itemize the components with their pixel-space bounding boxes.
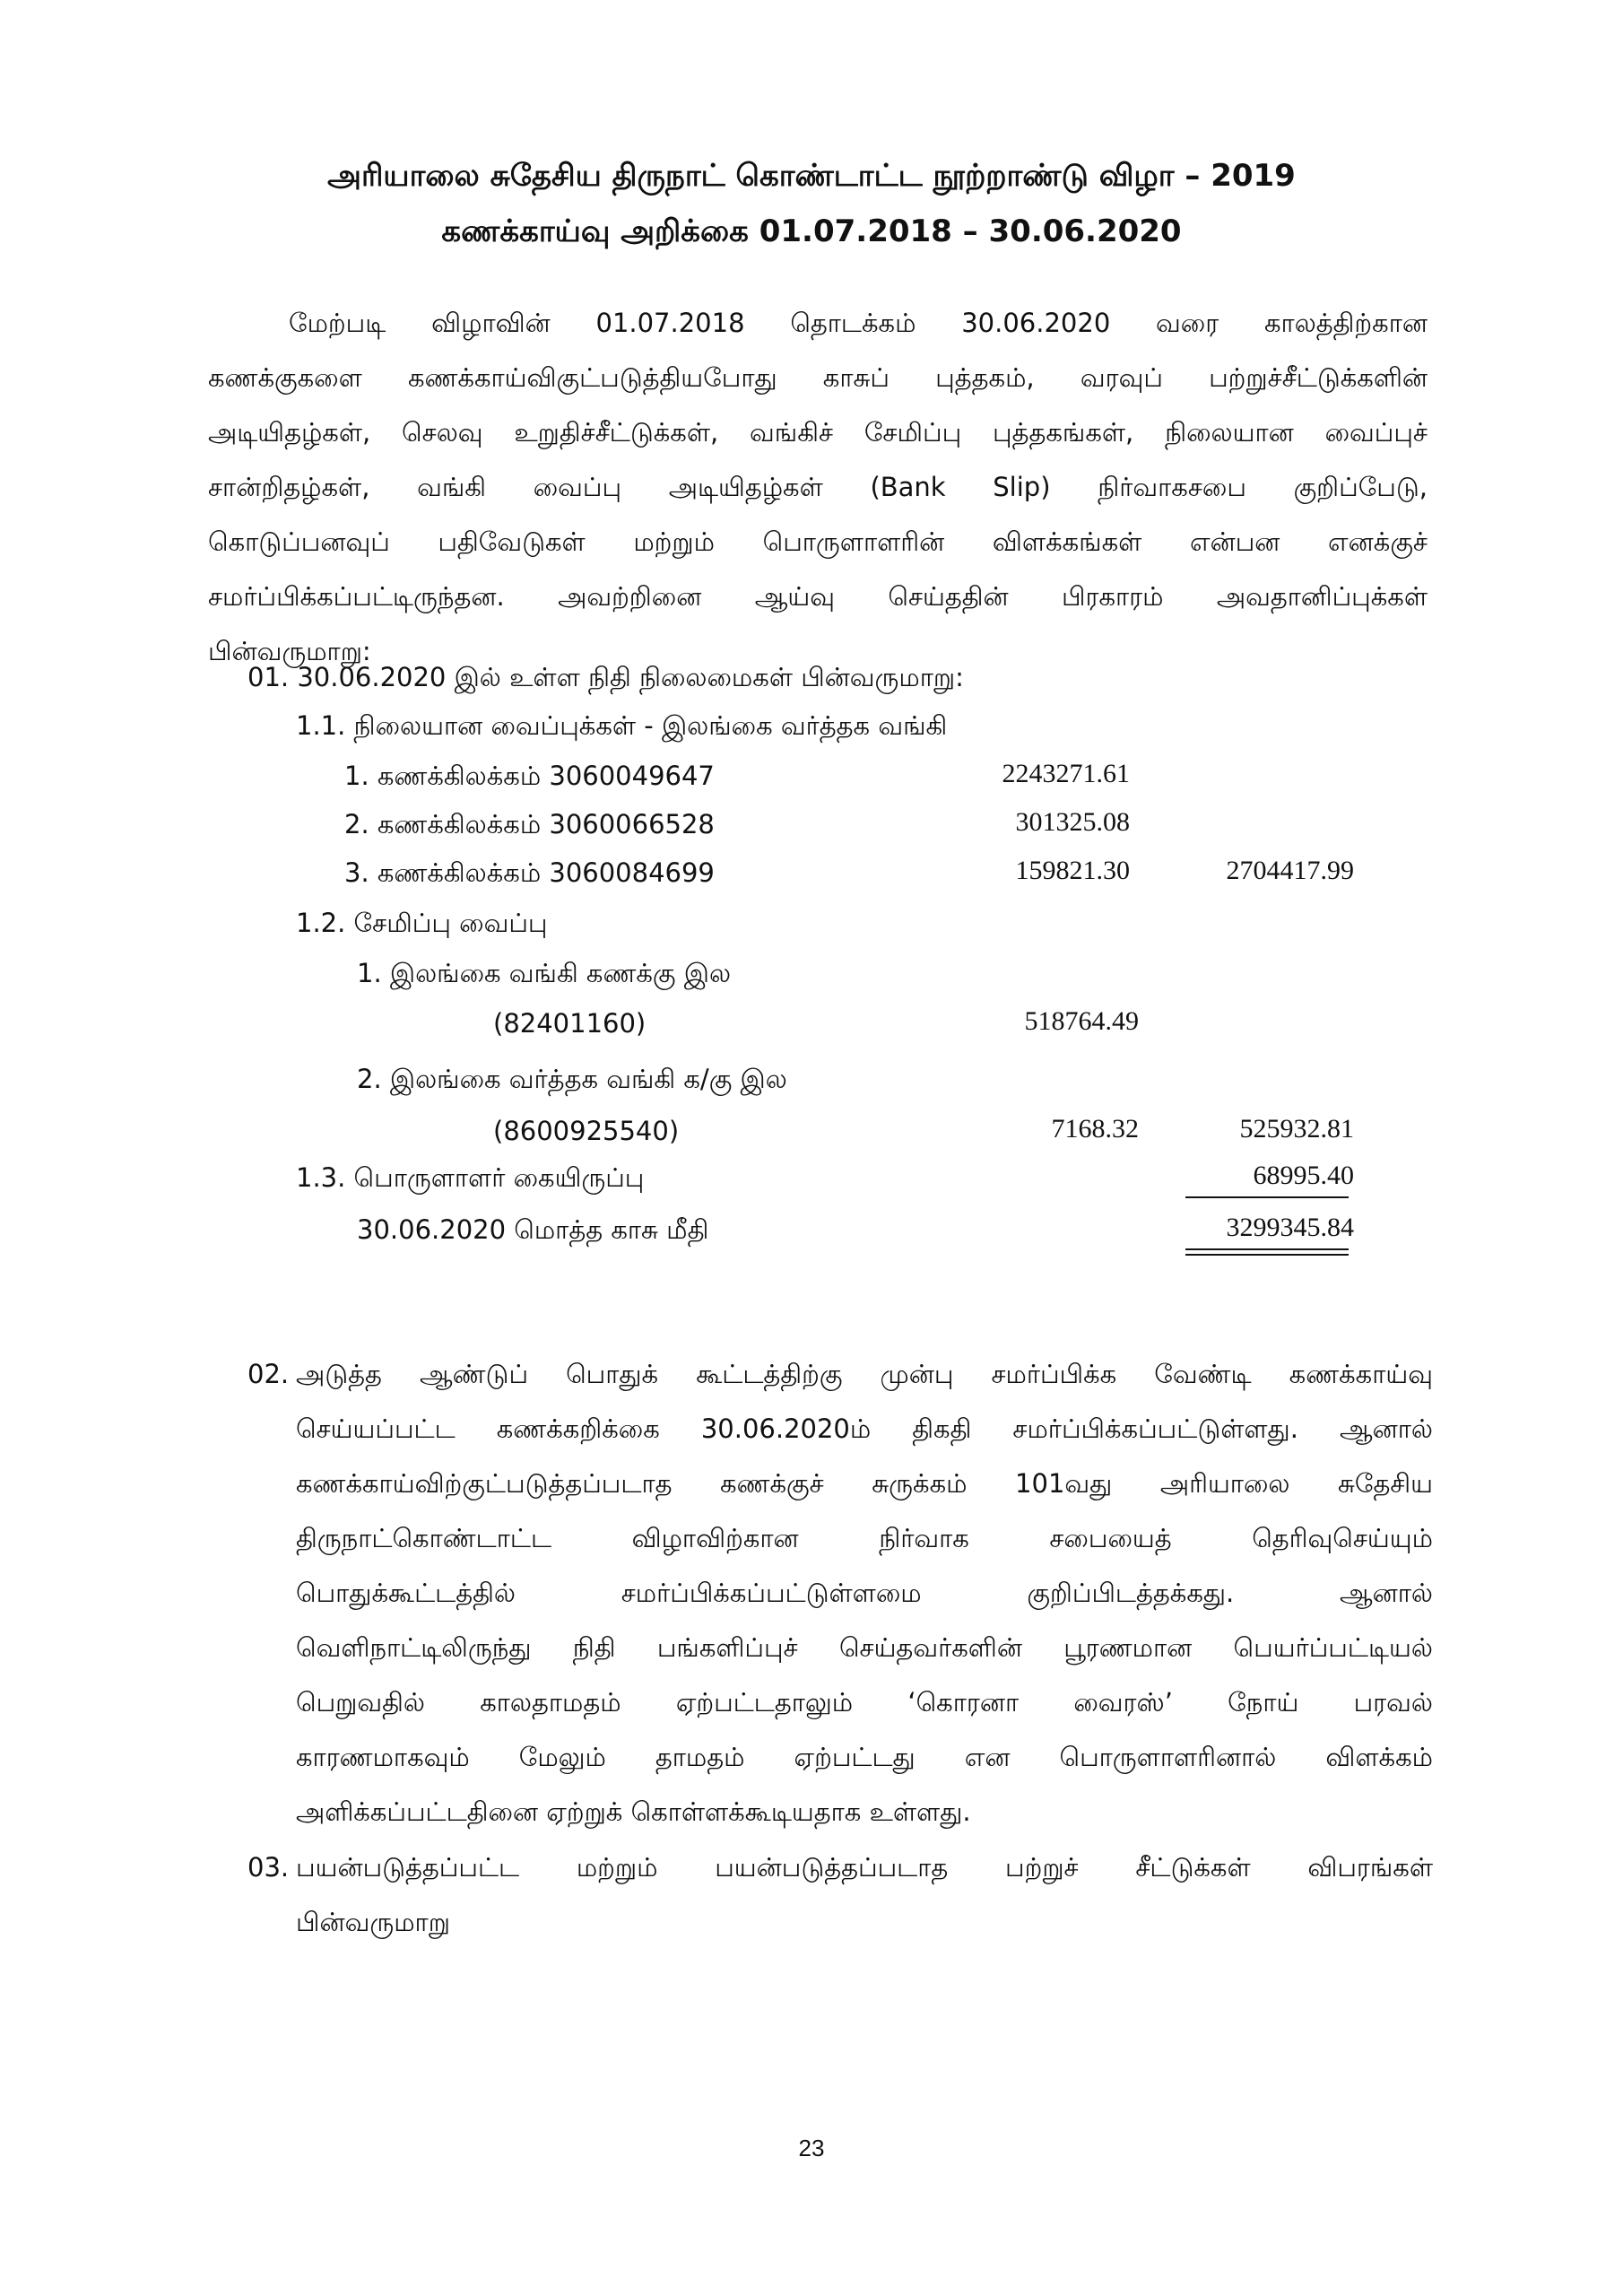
document-title: அரியாலை சுதேசிய திருநாட் கொண்டாட்ட நூற்றாண்டு விழா – 2019 [327, 158, 1296, 194]
intro-line: சமர்ப்பிக்கப்பட்டிருந்தன. அவற்றினை ஆய்வு செய்ததின் பிரகாரம் அவதானிப்புக்கள் [208, 581, 1428, 612]
savings-account-number: (82401160) [493, 1008, 647, 1039]
section3-body [296, 1840, 1433, 1950]
savings-account-label: 1. இலங்கை வங்கி கணக்கு இல [357, 958, 732, 988]
intro-line: அடியிதழ்கள், செலவு உறுதிச்சீட்டுக்கள், வங்கிச் சேமிப்பு புத்தகங்கள், நிலையான வைப்புச் [208, 417, 1428, 448]
section2-line: அளிக்கப்பட்டதினை ஏற்றுக் கொள்ளக்கூடியதாக உள்ளது. [296, 1796, 971, 1827]
grand-total-double-underline-top [1185, 1248, 1349, 1250]
page-number: 23 [798, 2135, 825, 2161]
section1-2-heading: 1.2. சேமிப்பு வைப்பு [296, 908, 548, 938]
section2-line: பெறுவதில் காலதாமதம் ஏற்பட்டதாலும் ‘கொரனா வைரஸ்’ நோய் பரவல் [296, 1687, 1433, 1718]
section3-line: பின்வருமாறு [296, 1907, 450, 1937]
intro-line: கொடுப்பனவுப் பதிவேடுகள் மற்றும் பொருளாளரின் விளக்கங்கள் என்பன எனக்குச் [208, 526, 1428, 557]
fd-account-amount: 301325.08 [1015, 807, 1130, 837]
savings-total: 525932.81 [1239, 1114, 1354, 1144]
document-subtitle: கணக்காய்வு அறிக்கை 01.07.2018 – 30.06.2020 [441, 213, 1182, 249]
fd-account-label: 2. கணக்கிலக்கம் 3060066528 [344, 809, 715, 839]
savings-account-amount: 518764.49 [1024, 1006, 1139, 1036]
savings-account-number: (8600925540) [493, 1116, 680, 1146]
grand-total-amount: 3299345.84 [1226, 1213, 1354, 1242]
section2-body [296, 1347, 1433, 1839]
grand-total-label: 30.06.2020 மொத்த காசு மீதி [357, 1214, 709, 1245]
fd-account-label: 1. கணக்கிலக்கம் 3060049647 [344, 761, 715, 791]
intro-line: பின்வருமாறு: [208, 636, 371, 666]
subtotal-underline [1185, 1196, 1349, 1198]
section2-line: காரணமாகவும் மேலும் தாமதம் ஏற்பட்டது என பொருளாளரினால் விளக்கம் [296, 1742, 1433, 1772]
section3-line: பயன்படுத்தப்பட்ட மற்றும் பயன்படுத்தப்படாத பற்றுச் சீட்டுக்கள் விபரங்கள் [296, 1852, 1433, 1883]
intro-line: மேற்படி விழாவின் 01.07.2018 தொடக்கம் 30.06.2020 வரை காலத்திற்கான [289, 308, 1428, 338]
savings-account-amount: 7168.32 [1051, 1114, 1139, 1144]
intro-paragraph [208, 296, 1428, 679]
section2-line: கணக்காய்விற்குட்படுத்தப்படாத கணக்குச் சுருக்கம் 101வது அரியாலை சுதேசிய [296, 1468, 1433, 1499]
fd-account-amount: 159821.30 [1015, 856, 1130, 885]
fd-account-label: 3. கணக்கிலக்கம் 3060084699 [344, 857, 715, 888]
cash-in-hand-total: 68995.40 [1253, 1161, 1354, 1190]
section2-number: 02. [247, 1359, 290, 1389]
section2-line: வெளிநாட்டிலிருந்து நிதி பங்களிப்புச் செய்தவர்களின் பூரணமான பெயர்ப்பட்டியல் [296, 1632, 1433, 1663]
section2-line: திருநாட்கொண்டாட்ட விழாவிற்கான நிர்வாக சபையைத் தெரிவுசெய்யும் [296, 1523, 1433, 1553]
section2-line: அடுத்த ஆண்டுப் பொதுக் கூட்டத்திற்கு முன்பு சமர்ப்பிக்க வேண்டி கணக்காய்வு [296, 1359, 1433, 1389]
intro-line: கணக்குகளை கணக்காய்விகுட்படுத்தியபோது காசுப் புத்தகம், வரவுப் பற்றுச்சீட்டுக்களின் [208, 362, 1428, 393]
savings-account-label: 2. இலங்கை வர்த்தக வங்கி க/கு இல [357, 1064, 787, 1094]
grand-total-double-underline-bottom [1185, 1254, 1349, 1256]
intro-line: சான்றிதழ்கள், வங்கி வைப்பு அடியிதழ்கள் (Bank Slip) நிர்வாகசபை குறிப்பேடு, [208, 472, 1428, 502]
section2-line: செய்யப்பட்ட கணக்கறிக்கை 30.06.2020ம் திகதி சமர்ப்பிக்கப்பட்டுள்ளது. ஆனால் [296, 1413, 1433, 1444]
fd-account-amount: 2243271.61 [1002, 759, 1130, 788]
fd-total: 2704417.99 [1226, 856, 1354, 885]
section2-line: பொதுக்கூட்டத்தில் சமர்ப்பிக்கப்பட்டுள்ளமை குறிப்பிடத்தக்கது. ஆனால் [296, 1578, 1433, 1608]
section1-1-heading: 1.1. நிலையான வைப்புக்கள் - இலங்கை வர்த்தக வங்கி [296, 710, 948, 741]
section1-3-label: 1.3. பொருளாளர் கையிருப்பு [296, 1162, 645, 1193]
section1-heading: 01. 30.06.2020 இல் உள்ள நிதி நிலைமைகள் பின்வருமாறு: [247, 662, 964, 692]
section3-number: 03. [247, 1852, 290, 1883]
